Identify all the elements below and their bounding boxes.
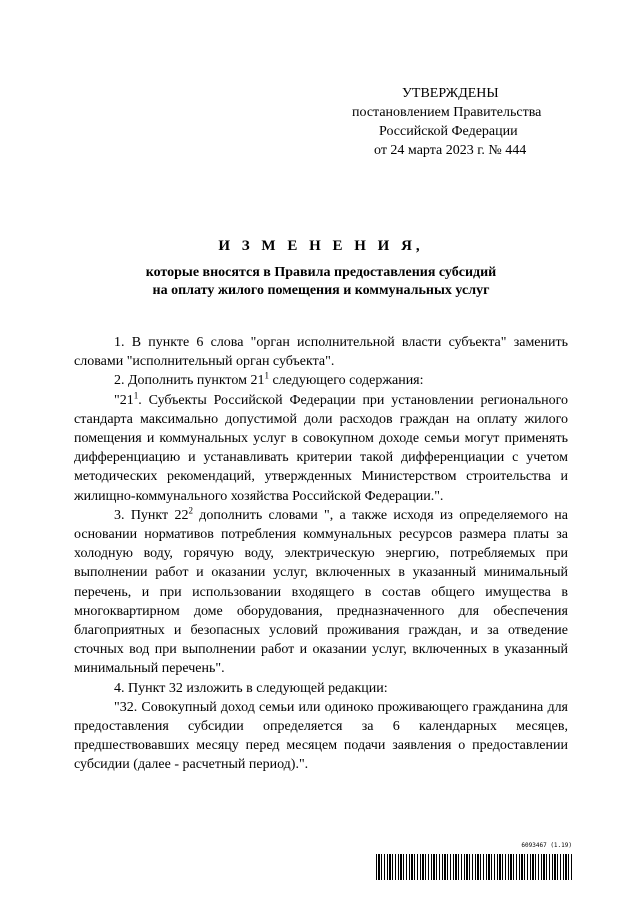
approval-line-3: от 24 марта 2023 г. № 444 (374, 143, 527, 158)
paragraph-2 (74, 371, 568, 390)
paragraph-4-superscript: 2 (188, 505, 193, 516)
document-subtitle (74, 264, 568, 300)
paragraph-3-superscript: 1 (133, 389, 139, 400)
subtitle-line-1: которые вносятся в Правила предоставления субсидий (145, 265, 497, 280)
paragraph-4-text-b: дополнить словами ", а также исходя из определяемого на основании нормативов потребления коммунальных ресурсов размера платы за холодную воду, горячую воду, электрическую энергию, потребляемых при выполнении работ и оказании услуг, включенных в указанный минимальный перечень, и при использовании входящего в состав общего имущества в многоквартирном доме оборудования, предназначенного для обеспечения благоприятных и безопасных условий проживания граждан, и за отведение сточных вод при выполнении работ и оказании услуг, включенных в указанный минимальный перечень". (74, 507, 568, 677)
approval-line-2: Российской Федерации (379, 124, 518, 139)
paragraph-2-text-a: 2. Дополнить пунктом 21 (114, 373, 265, 389)
paragraph-2-text-b: следующего содержания: (268, 373, 424, 389)
approval-line-1: постановлением Правительства (352, 105, 542, 120)
document-title-block (74, 236, 568, 300)
document-footer (372, 842, 572, 882)
document-body (74, 333, 568, 775)
paragraph-3-text-a: "21 (114, 392, 134, 408)
barcode-image (376, 854, 572, 880)
paragraph-1: 1. В пункте 6 слова "орган исполнительной власти субъекта" заменить словами "исполнительный орган субъекта". (74, 335, 568, 370)
paragraph-5: 4. Пункт 32 изложить в следующей редакции: (114, 680, 388, 696)
approval-stamp (350, 84, 560, 160)
barcode-caption: 6093467 (1.19) (521, 842, 572, 849)
paragraph-4 (74, 506, 568, 679)
paragraph-4-text-a: 3. Пункт 22 (114, 507, 189, 523)
paragraph-3-text-b: . Субъекты Российской Федерации при установлении регионального стандарта максимально допустимой доли расходов граждан на оплату жилого помещения и коммунальных услуг в совокупном доходе семьи могут применять дифференциацию и устанавливать критерии такой дифференциации с учетом методических рекомендаций, утвержденных Министерством строительства и жилищно-коммунального хозяйства Российской Федерации.". (74, 392, 568, 504)
document-title: И З М Е Н Е Н И Я, (218, 238, 424, 254)
paragraph-6: "32. Совокупный доход семьи или одиноко проживающего гражданина для предоставления субсидии определяется за 6 календарных месяцев, предшествовавших месяцу перед месяцем подачи заявления о предоставлении субсидии (далее - расчетный период).". (74, 699, 568, 773)
paragraph-3 (74, 391, 568, 506)
subtitle-line-2: на оплату жилого помещения и коммунальных услуг (152, 283, 490, 298)
paragraph-2-superscript: 1 (264, 370, 269, 381)
approval-heading: УТВЕРЖДЕНЫ (402, 86, 499, 101)
